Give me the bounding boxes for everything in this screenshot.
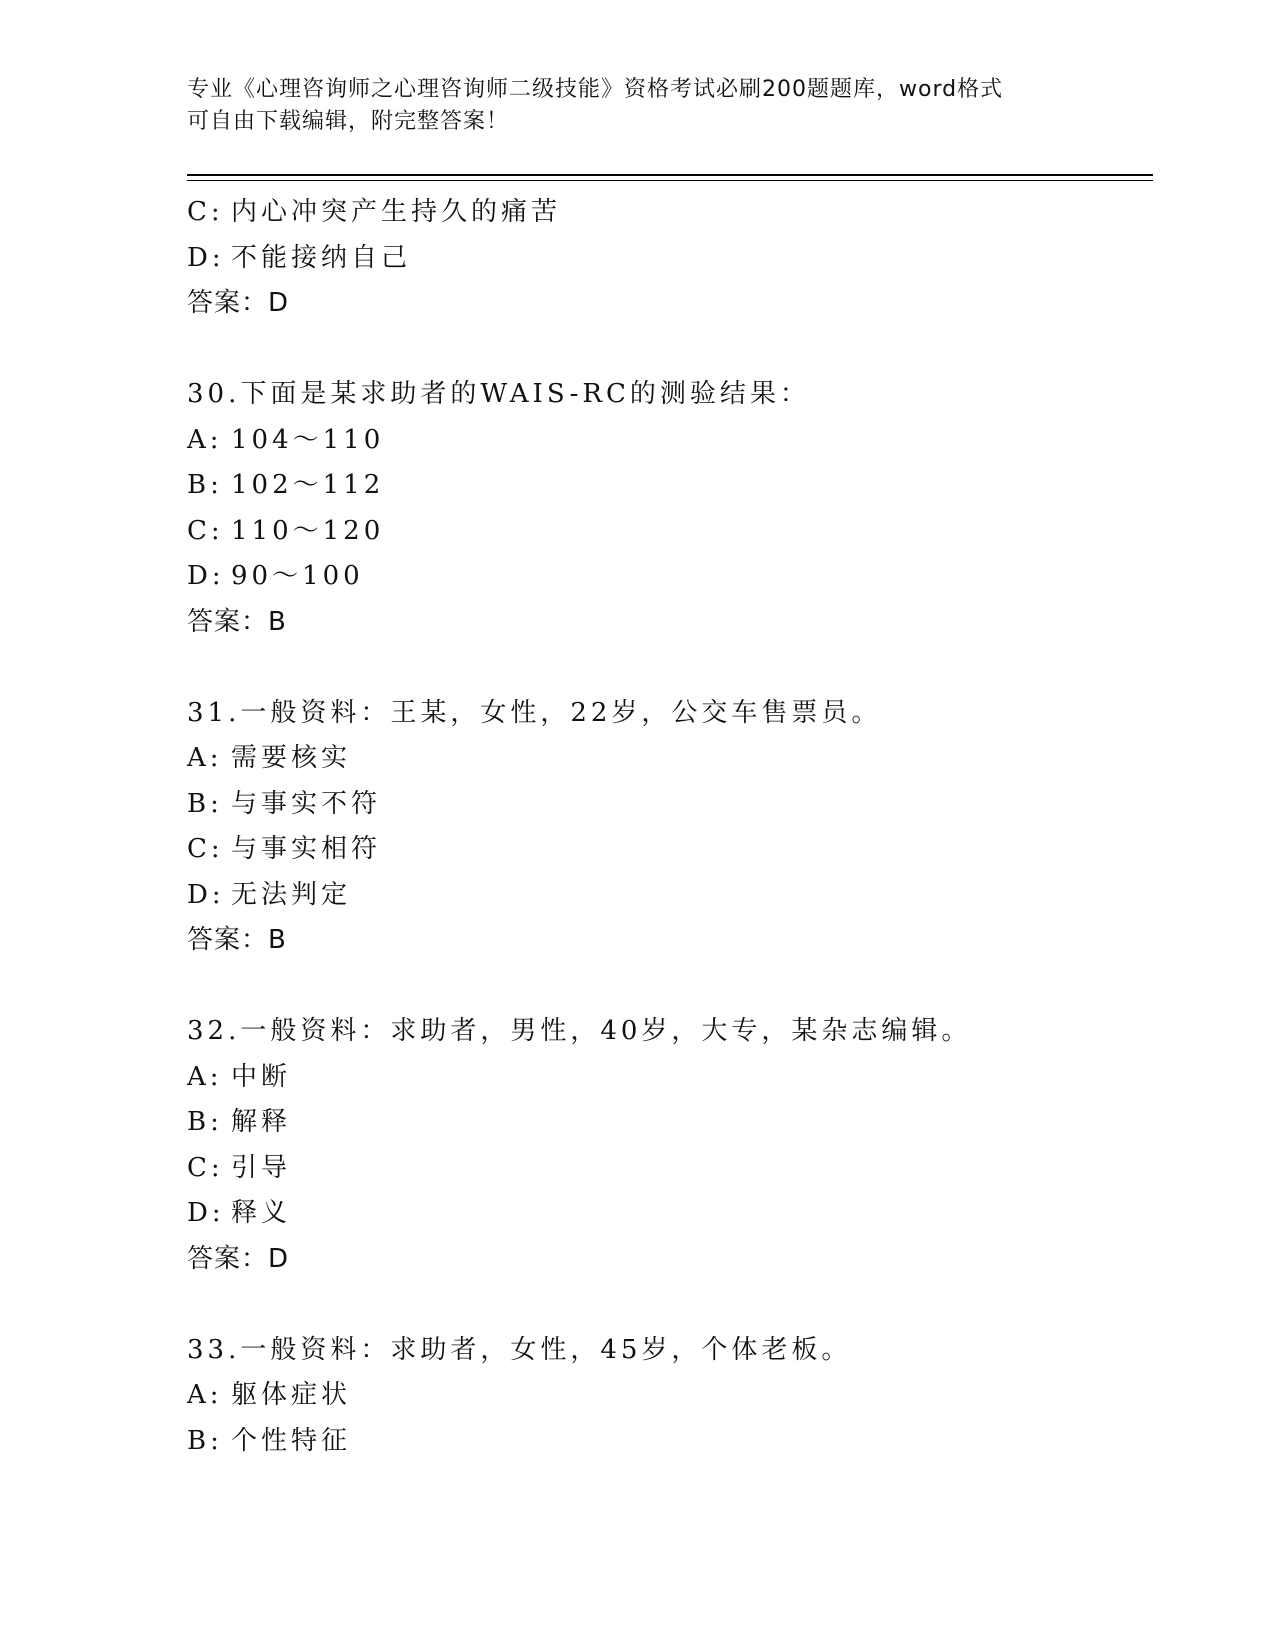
question-stem: 32.一般资料：求助者，男性，40岁，大专，某杂志编辑。 — [187, 1016, 972, 1046]
question-block-32 — [187, 1009, 1147, 1282]
header-divider-thin — [187, 180, 1153, 181]
option-label: A: — [187, 1061, 223, 1092]
question-block-prev — [187, 190, 1147, 327]
option-label: C: — [187, 1152, 224, 1183]
header-line-1: 专业《心理咨询师之心理咨询师二级技能》资格考试必刷200题题库，word格式 — [187, 77, 1004, 102]
question-block-33 — [187, 1328, 1147, 1465]
option-label: B: — [187, 788, 223, 819]
spacer — [187, 645, 1147, 691]
answer-line: 答案：B — [187, 606, 287, 637]
option-text: 无法判定 — [231, 879, 352, 910]
answer-line: 答案：D — [187, 1243, 290, 1274]
option-d — [187, 554, 1147, 600]
option-b — [187, 1419, 1147, 1465]
option-b — [187, 463, 1147, 509]
question-block-31 — [187, 691, 1147, 964]
option-label: A: — [187, 743, 223, 773]
option-d — [187, 873, 1147, 919]
option-label: B: — [187, 1425, 223, 1456]
option-label: D: — [187, 879, 225, 910]
option-c — [187, 190, 1147, 236]
option-a — [187, 418, 1147, 464]
option-text: 内心冲突产生持久的痛苦 — [231, 197, 562, 227]
option-text: 104～110 — [231, 424, 385, 455]
option-text: 中断 — [231, 1061, 292, 1092]
option-label: D: — [187, 1198, 225, 1228]
option-d — [187, 1191, 1147, 1237]
option-text: 110～120 — [231, 515, 385, 546]
option-label: B: — [187, 1107, 223, 1137]
option-c — [187, 509, 1147, 555]
option-text: 躯体症状 — [231, 1380, 352, 1410]
option-text: 102～112 — [231, 470, 385, 500]
question-stem: 33.一般资料：求助者，女性，45岁，个体老板。 — [187, 1334, 852, 1365]
option-d — [187, 236, 1147, 282]
option-label: C: — [187, 834, 224, 864]
question-stem: 31.一般资料：王某，女性，22岁，公交车售票员。 — [187, 697, 882, 728]
option-c — [187, 1146, 1147, 1192]
option-a — [187, 736, 1147, 782]
option-a — [187, 1373, 1147, 1419]
option-text: 释义 — [231, 1198, 292, 1228]
option-label: A: — [187, 1380, 223, 1410]
answer-line: 答案：D — [187, 288, 290, 318]
spacer — [187, 327, 1147, 373]
option-label: D: — [187, 242, 225, 273]
question-block-30 — [187, 372, 1147, 645]
option-label: C: — [187, 515, 224, 546]
option-b — [187, 1100, 1147, 1146]
option-label: C: — [187, 197, 224, 227]
option-text: 解释 — [231, 1107, 292, 1137]
question-stem: 30.下面是某求助者的WAIS-RC的测验结果： — [187, 379, 810, 409]
option-a — [187, 1055, 1147, 1101]
spacer — [187, 964, 1147, 1010]
header-line-2: 可自由下载编辑，附完整答案！ — [187, 109, 510, 134]
option-label: A: — [187, 424, 223, 455]
header-divider-thick — [187, 174, 1153, 176]
question-list — [187, 190, 1147, 1464]
option-text: 与事实相符 — [231, 834, 382, 864]
option-text: 引导 — [231, 1152, 292, 1183]
answer-line: 答案：B — [187, 925, 287, 955]
document-header — [187, 74, 1067, 138]
option-text: 90～100 — [231, 561, 364, 591]
option-text: 与事实不符 — [231, 788, 382, 819]
option-label: D: — [187, 561, 225, 591]
spacer — [187, 1282, 1147, 1328]
option-c — [187, 827, 1147, 873]
option-label: B: — [187, 470, 223, 500]
option-text: 不能接纳自己 — [231, 242, 412, 273]
option-text: 需要核实 — [231, 743, 352, 773]
option-b — [187, 782, 1147, 828]
option-text: 个性特征 — [231, 1425, 352, 1456]
